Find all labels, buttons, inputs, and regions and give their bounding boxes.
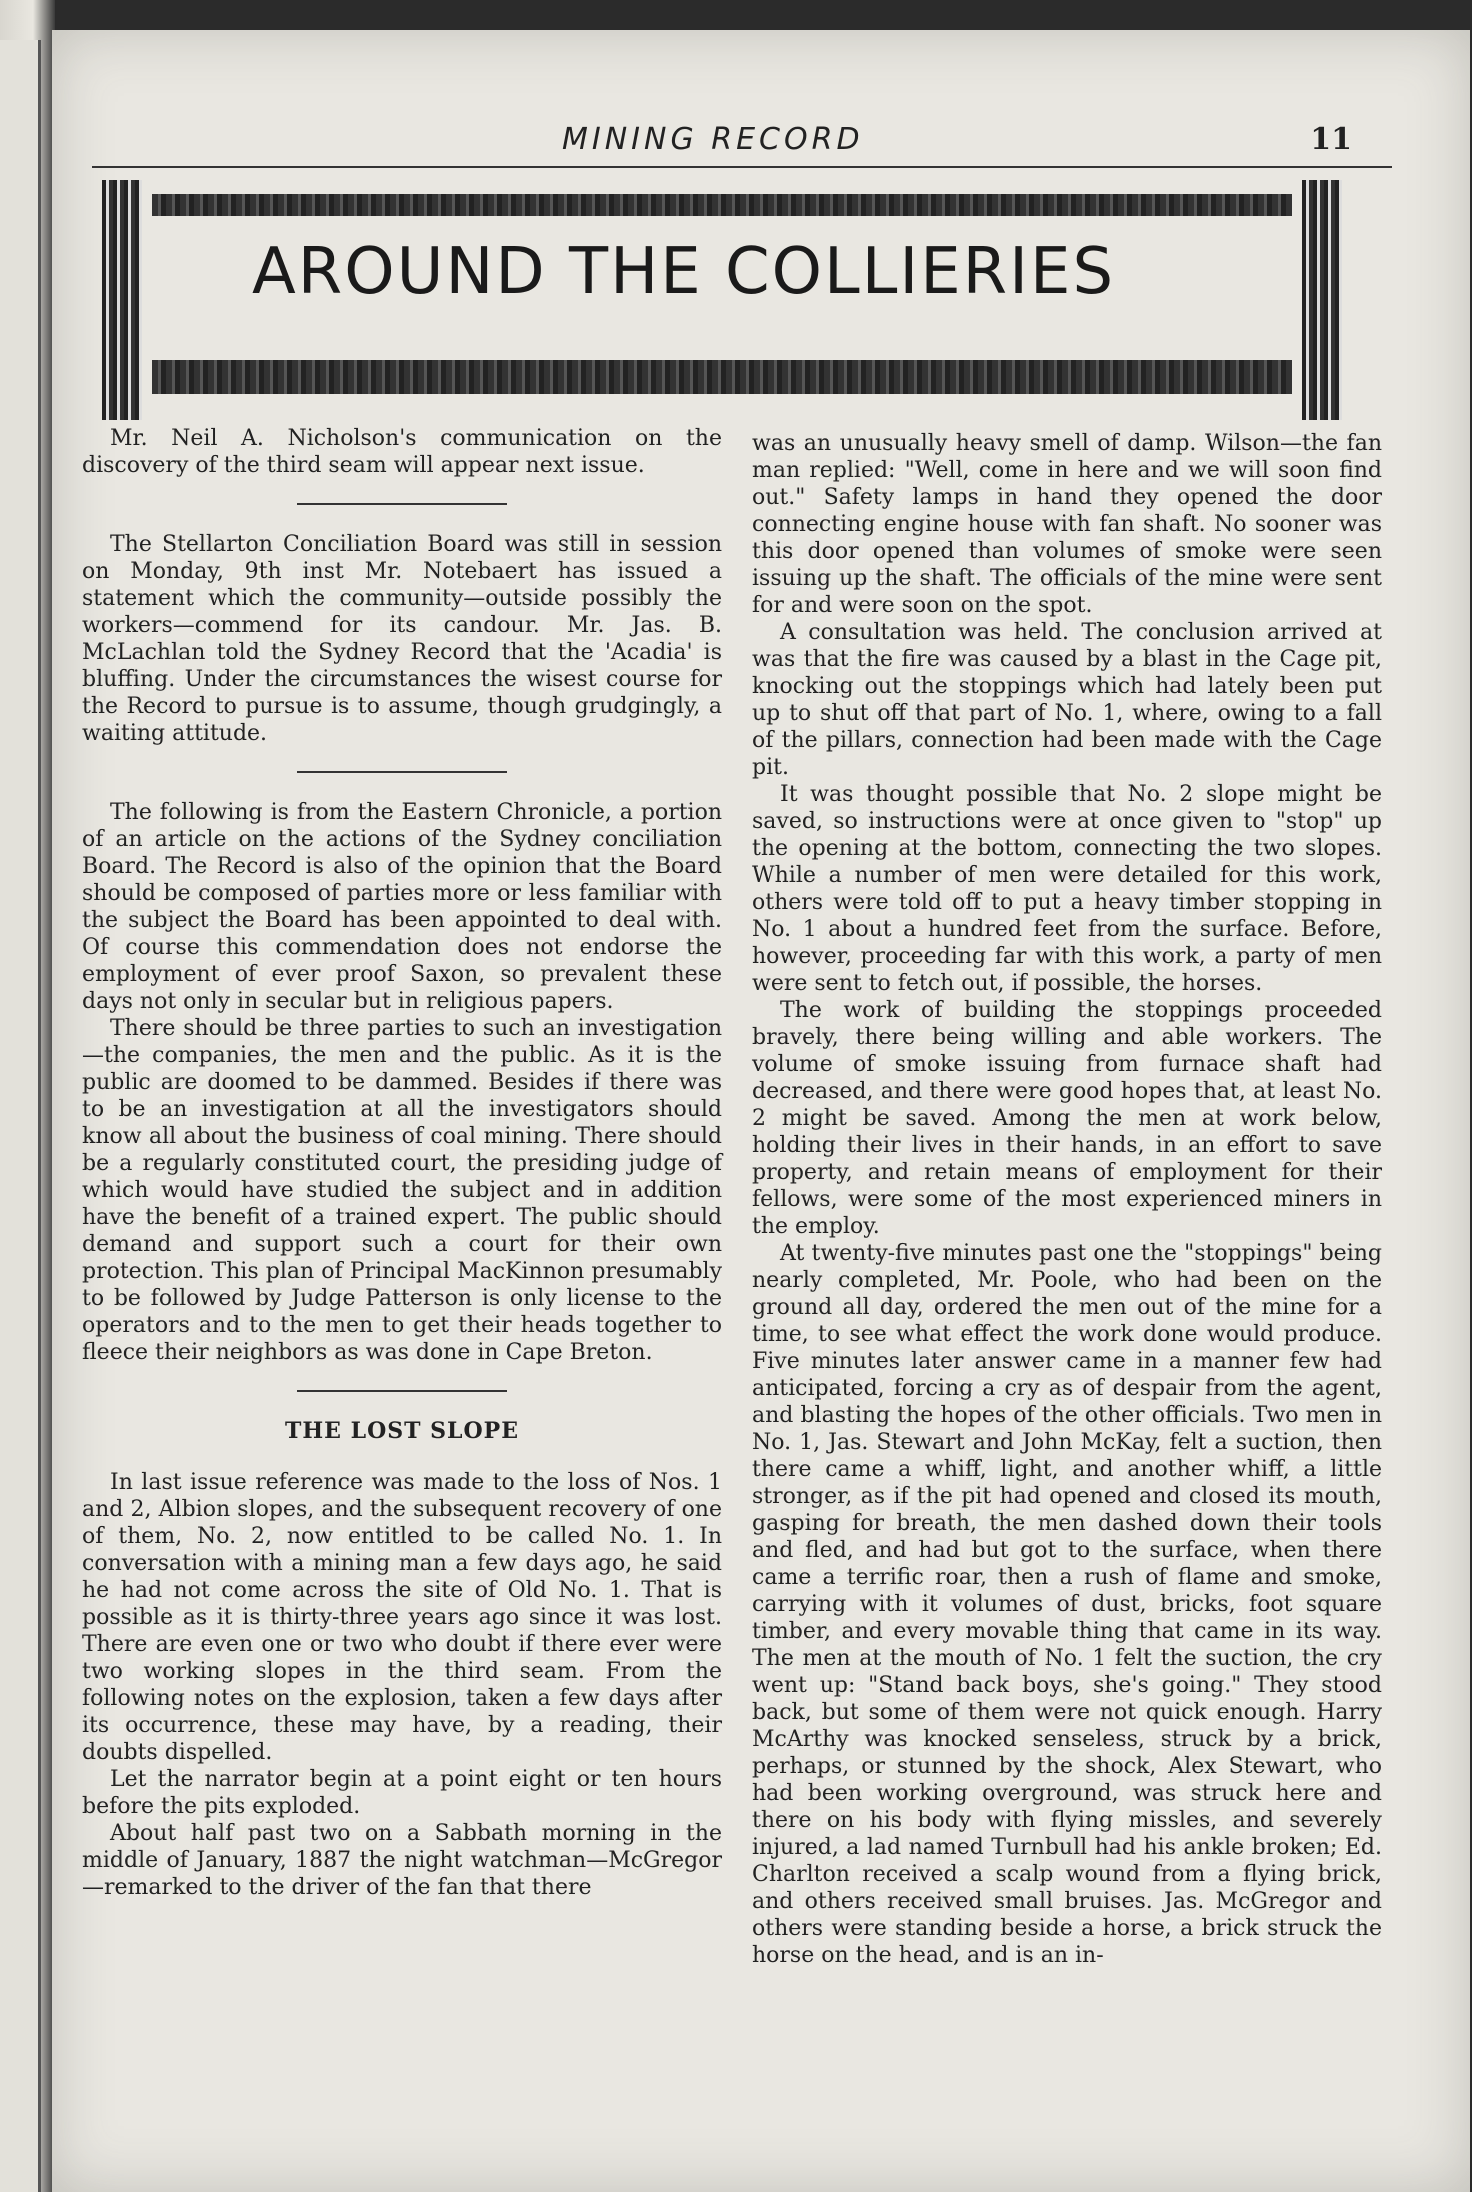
scan-top-border — [0, 0, 1472, 30]
paragraph: It was thought possible that No. 2 slope might be saved, so instructions were at once given to "stop" up the opening at the bottom, connecting the two slopes. While a number of men were detailed for this work, others were told off to put a heavy timber stopping in No. 1 about a hundred feet from the surface. Before, however, proceeding far with this work, a party of men were sent to fetch out, if possible, the horses. — [752, 782, 1382, 996]
paragraph: was an unusually heavy smell of damp. Wilson—the fan man replied: "Well, come in here and we will soon find out." Safety lamps in hand they opened the door connecting engine house with fan shaft. No sooner was this door opened than volumes of smoke were seen issuing up the shaft. The officials of the mine were sent for and were soon on the spot. — [752, 431, 1382, 618]
right-column — [752, 430, 1382, 1969]
paragraph: The work of building the stoppings proceeded bravely, there being willing and able workers. The volume of smoke issuing from furnace shaft had decreased, and there were good hopes that, at least No. 2 might be saved. Among the men at work below, holding their lives in their hands, in an effort to save property, and retain means of employment for their fellows, were some of the most experienced miners in the employ. — [752, 998, 1382, 1239]
divider — [297, 1390, 507, 1392]
banner-ornament-right — [1302, 180, 1342, 420]
paragraph: About half past two on a Sabbath morning in the middle of January, 1887 the night watchman—McGregor—remarked to the driver of the fan that there — [82, 1821, 722, 1900]
running-title: MINING RECORD — [562, 122, 864, 157]
banner-ornament-left — [102, 180, 142, 420]
divider — [297, 771, 507, 773]
paragraph: Let the narrator begin at a point eight or ten hours before the pits exploded. — [82, 1767, 722, 1819]
article-heading: THE LOST SLOPE — [285, 1418, 519, 1444]
paragraph: There should be three parties to such an investigation—the companies, the men and the public. As it is the public are doomed to be dammed. Besides if there was to be an investigation at all the investigators should know all about the business of coal mining. There should be a regularly constituted court, the presiding judge of which would have studied the subject and in addition have the benefit of a trained expert. The public should demand and support such a court for their own protection. This plan of Principal MacKinnon presumably to be followed by Judge Patterson is only license to the operators and to the men to get their heads together to fleece their neighbors as was done in Cape Breton. — [82, 1016, 722, 1365]
paragraph: The following is from the Eastern Chronicle, a portion of an article on the actions of the Sydney conciliation Board. The Record is also of the opinion that the Board should be composed of parties more or less familiar with the subject the Board has been appointed to deal with. Of course this commendation does not endorse the employment of ever proof Saxon, so prevalent these days not only in secular but in religious papers. — [82, 800, 722, 1014]
divider — [297, 503, 507, 505]
paragraph: In last issue reference was made to the loss of Nos. 1 and 2, Albion slopes, and the subsequent recovery of one of them, No. 2, now entitled to be called No. 1. In conversation with a mining man a few days ago, he said he had not come across the site of Old No. 1. That is possible as it is thirty-three years ago since it was lost. There are even one or two who doubt if there ever were two working slopes in the third seam. From the following notes on the explosion, taken a few days after its occurrence, these may have, by a reading, their doubts dispelled. — [82, 1470, 722, 1765]
banner-ornament-bottom — [152, 360, 1292, 394]
banner-ornament-top — [152, 194, 1292, 216]
paragraph: Mr. Neil A. Nicholson's communication on the discovery of the third seam will appear next issue. — [82, 426, 722, 478]
paragraph: A consultation was held. The conclusion arrived at was that the fire was caused by a blast in the Cage pit, knocking out the stoppings which had lately been put up to shut off that part of No. 1, where, owing to a fall of the pillars, connection had been made with the Cage pit. — [752, 620, 1382, 780]
magazine-page — [52, 30, 1470, 2192]
running-head — [92, 122, 1392, 168]
page-number: 11 — [1310, 122, 1352, 157]
section-banner — [92, 180, 1352, 420]
section-title: AROUND THE COLLIERIES — [252, 235, 1116, 309]
left-column — [82, 425, 722, 1901]
paragraph: At twenty-five minutes past one the "stoppings" being nearly completed, Mr. Poole, who had been on the ground all day, ordered the men out of the mine for a time, to see what effect the work done would produce. Five minutes later answer came in a manner few had anticipated, forcing a cry as of despair from the agent, and blasting the hopes of the other officials. Two men in No. 1, Jas. Stewart and John McKay, felt a suction, then there came a whiff, light, and another whiff, a little stronger, as if the pit had opened and closed its mouth, gasping for breath, the men dashed down their tools and fled, and had but got to the surface, when there came a terrific roar, then a rush of flame and smoke, carrying with it volumes of dust, bricks, foot square timber, and every movable thing that came in its way. The men at the mouth of No. 1 felt the suction, the cry went up: "Stand back boys, she's going." They stood back, but some of them were not quick enough. Harry McArthy was knocked senseless, struck by a brick, perhaps, or stunned by the shock, Alex Stewart, who had been working overground, was struck here and there on his body with flying missles, and severely injured, a lad named Turnbull had his ankle broken; Ed. Charlton received a scalp wound from a flying brick, and others received small bruises. Jas. McGregor and others were standing beside a horse, a brick struck the horse on the head, and is an in- — [752, 1241, 1382, 1968]
paragraph: The Stellarton Conciliation Board was still in session on Monday, 9th inst Mr. Notebaert has issued a statement which the community—outside possibly the workers—commend for its candour. Mr. Jas. B. McLachlan told the Sydney Record that the 'Acadia' is bluffing. Under the circumstances the wisest course for the Record to pursue is to assume, though grudgingly, a waiting attitude. — [82, 532, 722, 746]
adjacent-page — [0, 40, 41, 2192]
